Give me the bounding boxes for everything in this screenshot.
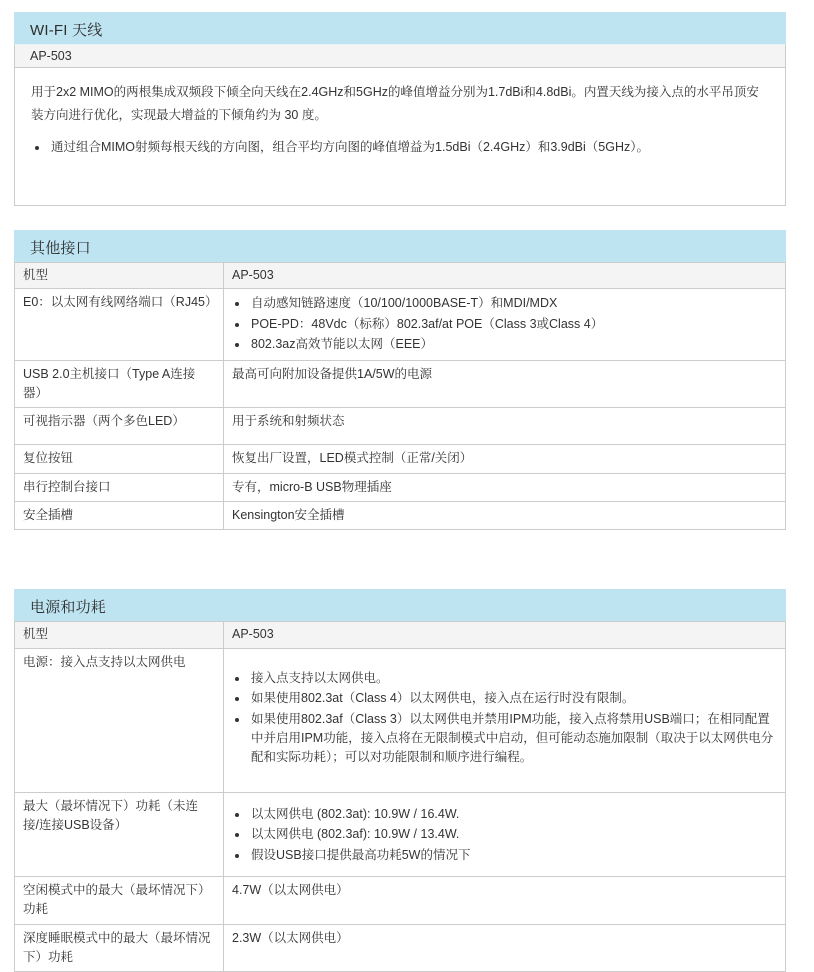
row-label: 最大（最坏情况下）功耗（未连接/连接USB设备） xyxy=(15,792,224,876)
row-label: 串行控制台接口 xyxy=(15,473,224,501)
bullet-list xyxy=(232,805,775,865)
col-header-ap503: AP-503 xyxy=(224,622,786,648)
bullet-item: • 接入点支持以太网供电。 xyxy=(249,669,775,688)
bullet-list xyxy=(232,669,775,768)
bullet-item: • POE-PD：48Vdc（标称）802.3af/at POE（Class 3或Class 4） xyxy=(249,315,775,334)
row-value xyxy=(224,289,786,360)
row-value: 4.7W（以太网供电） xyxy=(224,876,786,924)
row-value: 最高可向附加设备提供1A/5W的电源 xyxy=(224,360,786,408)
row-label: 安全插槽 xyxy=(15,502,224,530)
table-header-row xyxy=(15,263,786,289)
col-header-model: 机型 xyxy=(15,622,224,648)
bullet-item: • 802.3az高效节能以太网（EEE） xyxy=(249,335,775,354)
antenna-description xyxy=(14,68,786,206)
row-value: 2.3W（以太网供电） xyxy=(224,924,786,972)
antenna-paragraph: 用于2x2 MIMO的两根集成双频段下倾全向天线在2.4GHz和5GHz的峰值增益分别为1.7dBi和4.8dBi。内置天线为接入点的水平吊顶安装方向进行优化，实现最大增益的下倾角约为 30 度。 xyxy=(31,85,759,123)
row-label: 电源：接入点支持以太网供电 xyxy=(15,648,224,792)
table-row xyxy=(15,445,786,473)
model-subheader: AP-503 xyxy=(14,44,786,68)
row-label: 复位按钮 xyxy=(15,445,224,473)
bullet-item: • 假设USB接口提供最高功耗5W的情况下 xyxy=(249,846,775,865)
table-row xyxy=(15,792,786,876)
section-title-wifi-antenna: WI-FI 天线 xyxy=(14,12,786,44)
row-value: 专有，micro-B USB物理插座 xyxy=(224,473,786,501)
section-other-interfaces xyxy=(14,230,786,530)
row-label: USB 2.0主机接口（Type A连接器） xyxy=(15,360,224,408)
bullet-item: • 以太网供电 (802.3at): 10.9W / 16.4W. xyxy=(249,805,775,824)
row-label: 可视指示器（两个多色LED） xyxy=(15,408,224,445)
table-row xyxy=(15,289,786,360)
bullet-item: • 如果使用802.3af（Class 3）以太网供电并禁用IPM功能，接入点将禁用USB端口；在相同配置中并启用IPM功能，接入点将在无限制模式中启动，但可能动态施加限制（取决于以太网供电分配和实际功耗）；可以对功能限制和顺序进行编程。 xyxy=(249,710,775,768)
table-row xyxy=(15,360,786,408)
bullet-item: • 通过组合MIMO射频每根天线的方向图，组合平均方向图的峰值增益为1.5dBi（2.4GHz）和3.9dBi（5GHz）。 xyxy=(49,136,769,159)
interfaces-table xyxy=(14,262,786,530)
table-row xyxy=(15,648,786,792)
col-header-ap503: AP-503 xyxy=(224,263,786,289)
bullet-list xyxy=(232,294,775,354)
row-label: 空闲模式中的最大（最坏情况下）功耗 xyxy=(15,876,224,924)
col-header-model: 机型 xyxy=(15,263,224,289)
table-row xyxy=(15,408,786,445)
antenna-bullet-list xyxy=(31,136,769,159)
row-value: 用于系统和射频状态 xyxy=(224,408,786,445)
table-header-row xyxy=(15,622,786,648)
section-title-power-consumption: 电源和功耗 xyxy=(14,589,786,621)
bullet-item: • 自动感知链路速度（10/100/1000BASE-T）和MDI/MDX xyxy=(249,294,775,313)
row-value: Kensington安全插槽 xyxy=(224,502,786,530)
table-row xyxy=(15,502,786,530)
power-table xyxy=(14,621,786,972)
row-value xyxy=(224,792,786,876)
row-value: 恢复出厂设置，LED模式控制（正常/关闭） xyxy=(224,445,786,473)
row-label: E0：以太网有线网络端口（RJ45） xyxy=(15,289,224,360)
bullet-item: • 如果使用802.3at（Class 4）以太网供电，接入点在运行时没有限制。 xyxy=(249,689,775,708)
bullet-item: • 以太网供电 (802.3af): 10.9W / 13.4W. xyxy=(249,825,775,844)
table-row xyxy=(15,473,786,501)
section-power-consumption xyxy=(14,589,786,972)
row-label: 深度睡眠模式中的最大（最坏情况下）功耗 xyxy=(15,924,224,972)
row-value xyxy=(224,648,786,792)
table-row xyxy=(15,924,786,972)
section-wifi-antenna xyxy=(14,12,786,206)
table-row xyxy=(15,876,786,924)
section-title-other-interfaces: 其他接口 xyxy=(14,230,786,262)
